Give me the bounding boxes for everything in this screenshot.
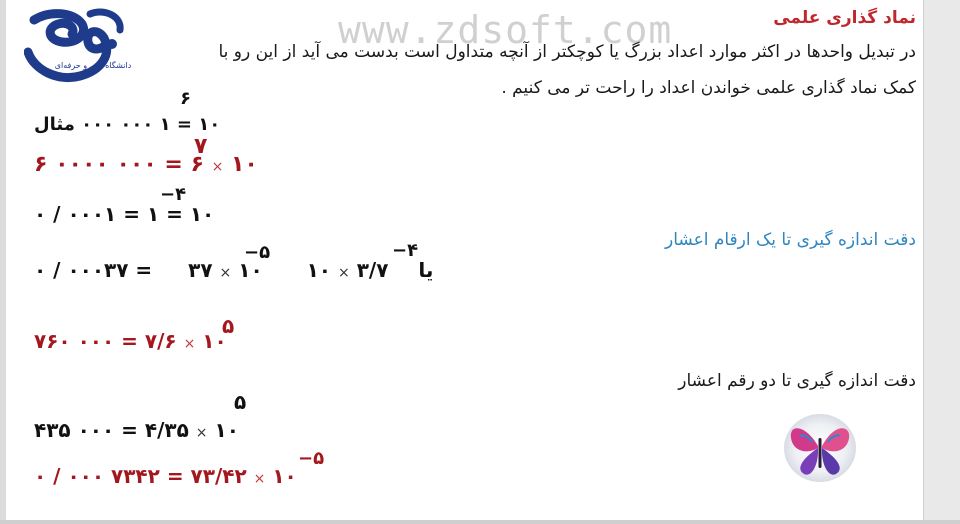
example-6-times: × (195, 425, 208, 441)
example-7-base: ۱۰ (272, 464, 297, 488)
example-3-equation: ۰ / ۰۰۰۱ = ۱ = ۱۰ (34, 202, 215, 226)
example-2-base: ۱۰ (231, 152, 258, 177)
left-edge (0, 0, 6, 524)
example-7-lhs: ۰ / ۰۰۰ ۷۳۴۲ = ۷۳/۴۲ (34, 464, 247, 488)
butterfly-icon (782, 412, 858, 484)
intro-line-2: کمک نماد گذاری علمی خواندن اعداد را راحت تر می کنیم . (501, 78, 916, 98)
example-5-times: × (183, 336, 196, 352)
watermark: www.zdsoft.com (338, 8, 673, 52)
example-2-lhs: ۶ ۰۰۰۰ ۰۰۰ = ۶ (34, 152, 204, 177)
example-4-a-base: ۱۰ (238, 258, 263, 282)
example-4-b-exponent: −۴ (392, 240, 419, 261)
label-one-decimal: دقت اندازه گیری تا یک ارقام اعشار (665, 230, 916, 250)
example-7-exponent: −۵ (298, 448, 325, 469)
bottom-edge (0, 520, 960, 524)
example-2-exponent: ۷ (194, 134, 208, 159)
example-7-times: × (253, 471, 266, 487)
example-5-exponent: ۵ (222, 314, 235, 338)
example-6-equation (34, 420, 239, 440)
example-4-lhs: ۰ / ۰۰۰۳۷ = (34, 258, 153, 282)
logo-caption: دانشگاه فنی و حرفه‌ای (54, 61, 132, 70)
example-4-or: یا (418, 258, 434, 282)
intro-line-1: در تبدیل واحدها در اکثر موارد اعداد بزرگ یا کوچکتر از آنچه متداول است بدست می آید از این رو با (218, 42, 916, 62)
example-6-base: ۱۰ (214, 418, 239, 442)
example-3-exponent: −۴ (160, 184, 187, 205)
example-2-equation (34, 154, 258, 176)
example-5-lhs: ۷۶۰ ۰۰۰ = ۷/۶ (34, 329, 177, 353)
university-logo-icon (24, 6, 136, 88)
example-4-a-mantissa: ۳۷ (188, 258, 213, 282)
example-6-exponent: ۵ (234, 390, 247, 414)
example-4-b-base: ۱۰ (306, 258, 332, 282)
example-1-equation: ۱۰ = ۱ ۰۰۰ ۰۰۰ مثال (34, 114, 221, 135)
example-6-lhs: ۴۳۵ ۰۰۰ = ۴/۳۵ (34, 418, 189, 442)
example-4-b-mantissa: ۳/۷ (356, 258, 389, 282)
example-4-equation (34, 260, 433, 280)
right-scroll-area[interactable] (923, 0, 960, 524)
example-4-b-times: × (337, 265, 350, 281)
example-4-a-times: × (219, 265, 232, 281)
example-7-equation (34, 466, 297, 486)
label-two-decimal: دقت اندازه گیری تا دو رقم اعشار (678, 371, 916, 391)
example-2-times: × (211, 159, 224, 175)
example-4-a-exponent: −۵ (244, 242, 271, 263)
slide-title: نماد گذاری علمی (773, 8, 916, 28)
example-5-equation (34, 331, 227, 351)
example-1-exponent: ۶ (180, 88, 191, 109)
example-5-base: ۱۰ (202, 329, 227, 353)
